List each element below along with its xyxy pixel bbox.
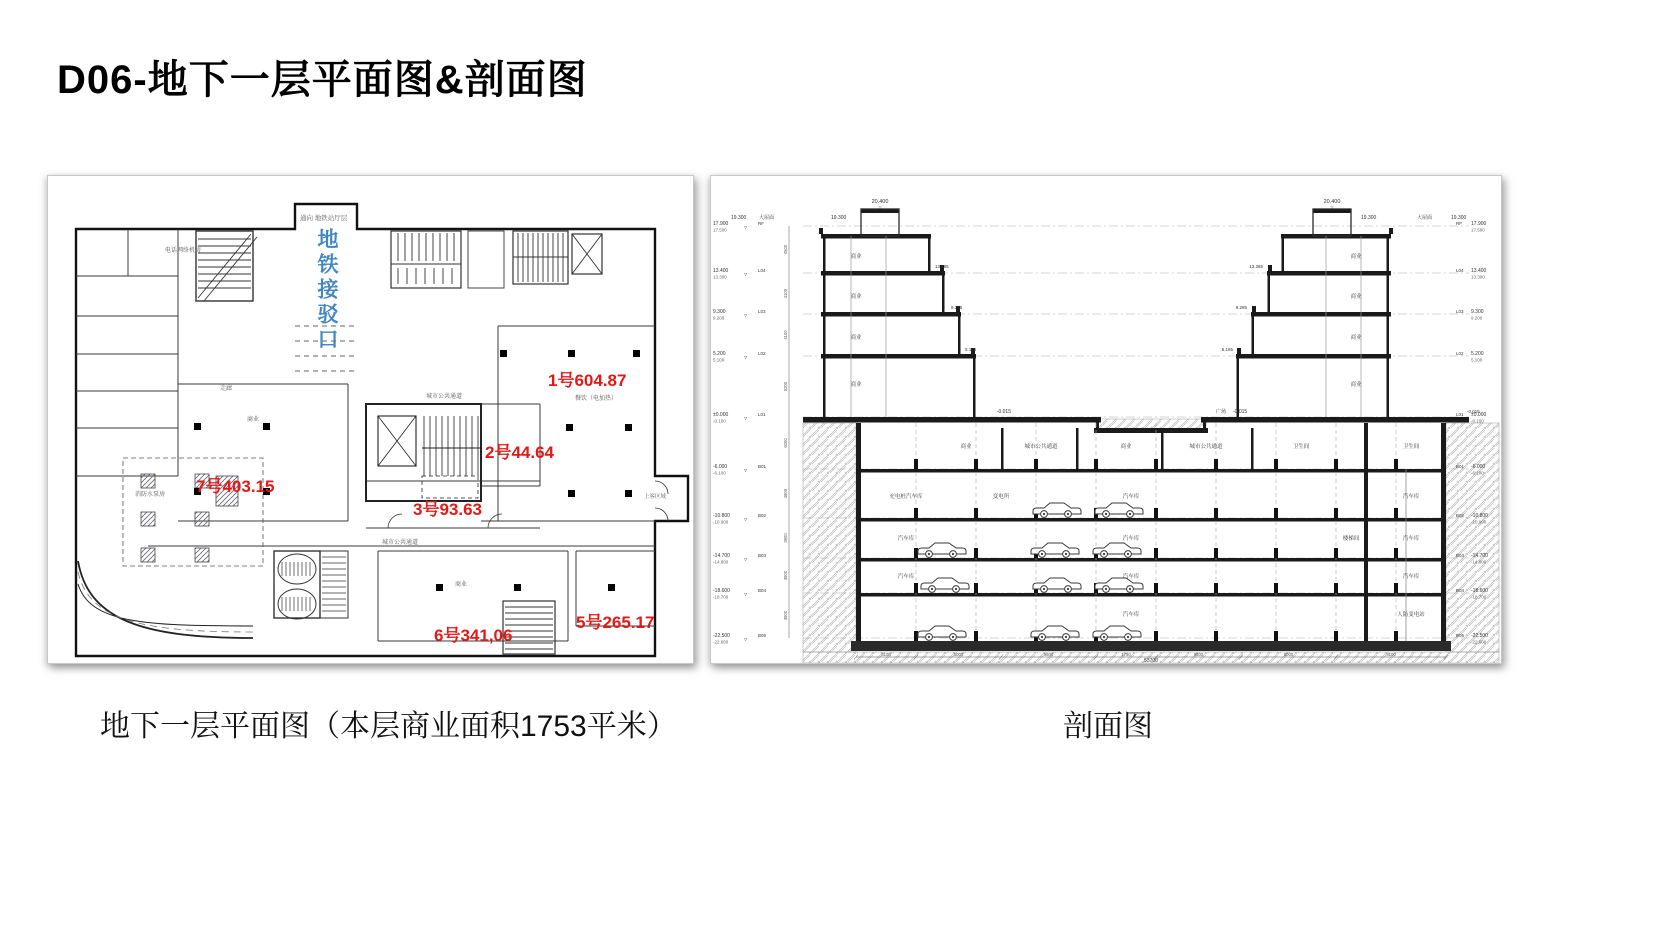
tower-room-1: 商业 xyxy=(850,294,862,300)
area-label-unit-3: 3号93.63 xyxy=(413,500,482,519)
level-sub-right-B03: -14.800 xyxy=(1471,559,1487,565)
level-elev-right-L04: 13.400 xyxy=(1471,268,1487,274)
section-drawing xyxy=(711,176,1501,663)
metro-connection-label: 地铁接驳口 xyxy=(315,228,338,353)
room-label-dining: 餐饮（电加热） xyxy=(574,396,618,402)
tower-room-0: 商业 xyxy=(850,254,862,260)
terrace-elev-3: 5.185 xyxy=(965,347,977,352)
level-flag-left-RF: ▽ xyxy=(744,224,748,230)
side-dim-8: 3900 xyxy=(783,610,788,621)
level-elev-right-L02: 5.200 xyxy=(1471,351,1484,357)
tower-room-2: 商业 xyxy=(850,335,862,341)
flag-left: ▽ xyxy=(878,205,882,210)
room-b4-0: 汽车库 xyxy=(897,574,915,580)
level-sub-right-B01: -6.100 xyxy=(1471,470,1484,476)
plan-room-labels xyxy=(135,246,667,588)
plan-outline xyxy=(76,204,688,656)
room-b4-2: 汽车库 xyxy=(1402,574,1420,580)
room-label-telecom: 电话网络机房 xyxy=(164,248,202,254)
level-elev-left-B05: -22.500 xyxy=(713,633,730,639)
level-flag-left-B02: ▽ xyxy=(744,516,748,522)
bottom-dim-6: 8100 xyxy=(1386,652,1396,657)
level-code-left-L01: L01 xyxy=(758,412,766,417)
roof-label-1: 大屋面 xyxy=(759,215,775,221)
level-code-right-B01: B01 xyxy=(1456,464,1465,469)
level-elev-right-RF: 17.900 xyxy=(1471,221,1487,227)
level-code-left-RF: RF xyxy=(758,221,764,226)
level-sub-right-B05: -22.600 xyxy=(1471,639,1487,645)
bottom-dim-4: 9600 xyxy=(1193,652,1204,657)
parapet-elev-3: 19.300 xyxy=(1361,215,1377,221)
roof-elev-right: 20.400 xyxy=(1323,199,1341,205)
metro-note: 通向 地铁站厅层 xyxy=(300,215,348,222)
level-code-right-B03: B03 xyxy=(1456,553,1465,558)
section-panel xyxy=(710,175,1502,664)
bottom-dim-1: 5000 xyxy=(953,652,964,657)
room-b2-0: 充电桩汽车库 xyxy=(889,494,923,500)
level-code-left-B03: B03 xyxy=(758,553,767,558)
side-dim-1: 4100 xyxy=(783,288,788,299)
terrace-elev-6: 5.185 xyxy=(1221,347,1233,352)
tower-room-4: 商业 xyxy=(1350,254,1362,260)
room-label-retail2: 商业 xyxy=(454,582,468,588)
level-code-right-RF: RF xyxy=(1456,221,1462,226)
side-dim-7: 3900 xyxy=(783,570,788,581)
room-b3-3: 汽车库 xyxy=(1402,536,1420,542)
room-b5-0: 汽车库 xyxy=(1122,612,1140,618)
level-code-right-B05: B05 xyxy=(1456,633,1465,638)
terrace-elev-2: 9.285 xyxy=(951,305,963,310)
level-code-right-B04: B04 xyxy=(1456,588,1465,593)
level-flag-left-L02: ▽ xyxy=(744,354,748,360)
level-elev-right-B01: -6.000 xyxy=(1471,464,1486,470)
plan-equipment-zone xyxy=(123,458,263,566)
area-label-unit-5: 5号265.17 xyxy=(576,613,655,632)
room-label-corridor1: 城市公共通道 xyxy=(425,394,463,400)
level-sub-right-L04: 13.300 xyxy=(1471,274,1485,280)
level-elev-left-B03: -14.700 xyxy=(713,553,730,559)
plaza-elev-right: -0.015 xyxy=(1467,409,1480,414)
level-code-left-B01: B01 xyxy=(758,464,767,469)
room-b1-1: 城市公共通道 xyxy=(1024,444,1058,450)
side-dim-5: 4800 xyxy=(783,488,788,499)
section-caption: 剖面图 xyxy=(1063,710,1153,743)
area-label-unit-7: 7号403.15 xyxy=(196,477,275,496)
level-sub-right-RF: 17.500 xyxy=(1471,227,1485,233)
flag-right: ▽ xyxy=(1330,205,1334,210)
room-b3-0: 汽车库 xyxy=(897,536,915,542)
side-dim-2: 4100 xyxy=(783,330,788,340)
level-code-right-L01: L01 xyxy=(1456,412,1464,417)
terrace-elev-4: 13.385 xyxy=(1249,264,1263,269)
level-sub-right-B02: -10.900 xyxy=(1471,519,1487,525)
terrace-elev-5: 9.285 xyxy=(1235,305,1247,310)
level-sub-left-B03: -14.800 xyxy=(713,559,729,565)
area-label-unit-6: 6号341,06 xyxy=(434,626,513,645)
room-b1-0: 商业 xyxy=(960,444,972,450)
floor-plan-drawing xyxy=(48,176,693,663)
level-elev-right-L03: 9.300 xyxy=(1471,309,1484,315)
parapet-elev-1: 19.300 xyxy=(731,215,747,221)
floor-plan-panel xyxy=(47,175,694,664)
plaza-elev-left: -0.015 xyxy=(996,409,1011,415)
level-elev-left-L02: 5.200 xyxy=(713,351,726,357)
plan-caption: 地下一层平面图（本层商业面积1753平米） xyxy=(100,710,677,743)
level-elev-right-B03: -14.700 xyxy=(1471,553,1488,559)
side-dim-3: 5200 xyxy=(783,381,788,392)
room-b5-1: 人防变电站 xyxy=(1397,612,1425,618)
plaza-elev-center: -0.015 xyxy=(1233,409,1248,415)
level-code-left-L03: L03 xyxy=(758,309,766,314)
level-elev-left-L03: 9.300 xyxy=(713,309,726,315)
level-sub-left-B04: -18.700 xyxy=(713,594,729,600)
level-flag-left-B01: ▽ xyxy=(744,467,748,473)
room-label-hallway: 走廊 xyxy=(219,386,233,392)
room-b1-2: 商业 xyxy=(1120,444,1132,450)
level-sub-left-L04: 13.300 xyxy=(713,274,727,280)
level-elev-left-RF: 17.900 xyxy=(713,221,729,227)
level-elev-right-L01: ±0.000 xyxy=(1471,412,1487,418)
area-label-unit-2: 2号44.64 xyxy=(485,443,554,462)
room-b2-1: 变电所 xyxy=(992,494,1010,500)
room-b4-1: 汽车库 xyxy=(1122,574,1140,580)
level-flag-left-B03: ▽ xyxy=(744,556,748,562)
level-sub-left-L01: -0.100 xyxy=(713,418,726,424)
level-flag-left-B04: ▽ xyxy=(744,591,748,597)
plan-driveway xyxy=(78,561,253,638)
plan-scissor-stairs xyxy=(274,551,348,619)
room-b2-3: 汽车库 xyxy=(1402,494,1420,500)
level-sub-left-L02: 5.100 xyxy=(713,357,725,363)
level-flag-left-L03: ▽ xyxy=(744,312,748,318)
room-label-retail1: 商业 xyxy=(246,417,260,423)
parked-cars xyxy=(918,503,1143,640)
level-sub-left-L03: 9.200 xyxy=(713,315,725,321)
level-flag-left-B05: ▽ xyxy=(744,636,748,642)
parapet-elev-2: 19.300 xyxy=(831,215,847,221)
level-code-left-L02: L02 xyxy=(758,351,766,356)
level-code-right-L03: L03 xyxy=(1456,309,1464,314)
bottom-dim-2: 9600 xyxy=(1043,652,1054,657)
level-sub-right-L02: 5.100 xyxy=(1471,357,1483,363)
page-title: D06-地下一层平面图&剖面图 xyxy=(57,58,588,102)
tower-room-7: 商业 xyxy=(1350,382,1362,388)
level-code-right-L04: L04 xyxy=(1456,268,1464,273)
level-code-left-B04: B04 xyxy=(758,588,767,593)
total-dimension: 53700 xyxy=(1144,658,1158,663)
level-sub-left-B01: -6.100 xyxy=(713,470,726,476)
level-sub-left-B02: -10.900 xyxy=(713,519,729,525)
room-b2-2: 汽车库 xyxy=(1122,494,1140,500)
area-label-unit-1: 1号604.87 xyxy=(548,371,627,390)
bottom-dim-5: 5000 xyxy=(1283,652,1294,657)
bottom-dim-0: 8100 xyxy=(881,652,891,657)
terrace-elev-1: 13.385 xyxy=(935,264,949,269)
level-elev-left-L01: ±0.000 xyxy=(713,412,729,418)
room-b3-1: 汽车库 xyxy=(1122,536,1140,542)
level-code-right-B02: B02 xyxy=(1456,513,1465,518)
parapet-elev-4: 19.300 xyxy=(1451,215,1467,221)
tower-room-5: 商业 xyxy=(1350,294,1362,300)
level-code-right-L02: L02 xyxy=(1456,351,1464,356)
level-sub-right-B04: -18.700 xyxy=(1471,594,1487,600)
side-dim-6: 3900 xyxy=(783,533,788,543)
level-sub-left-RF: 17.500 xyxy=(713,227,727,233)
level-code-left-L04: L04 xyxy=(758,268,766,273)
room-b1-4: 卫生间 xyxy=(1292,444,1310,450)
room-b1-3: 城市公共通道 xyxy=(1189,444,1223,450)
side-dim-0: 4500 xyxy=(783,244,788,255)
side-dim-4: 6000 xyxy=(783,438,788,448)
tower-room-3: 商业 xyxy=(850,382,862,388)
plaza-label: 广场 xyxy=(1216,409,1227,415)
level-flag-left-L04: ▽ xyxy=(744,271,748,277)
level-sub-right-L03: 9.200 xyxy=(1471,315,1483,321)
level-sub-left-B05: -22.600 xyxy=(713,639,729,645)
bottom-dim-3: 1750 xyxy=(1121,652,1131,657)
level-elev-left-B01: -6.000 xyxy=(713,464,728,470)
roof-elev-left: 20.400 xyxy=(871,199,889,205)
room-label-pump: 消防水泵房 xyxy=(134,492,166,498)
level-elev-left-L04: 13.400 xyxy=(713,268,729,274)
tower-room-6: 商业 xyxy=(1350,335,1362,341)
level-elev-right-B05: -22.500 xyxy=(1471,633,1488,639)
level-elev-right-B02: -10.800 xyxy=(1471,513,1488,519)
room-label-corridor2: 城市公共通道 xyxy=(381,540,419,546)
level-elev-right-B04: -18.600 xyxy=(1471,588,1488,594)
level-flag-left-L01: ▽ xyxy=(744,415,748,421)
roof-label-2: 大屋面 xyxy=(1417,215,1433,221)
room-b1-5: 卫生间 xyxy=(1402,444,1420,450)
level-elev-left-B04: -18.600 xyxy=(713,588,730,594)
room-b3-2: 楼梯间 xyxy=(1342,536,1360,542)
level-sub-right-L01: -0.100 xyxy=(1471,418,1484,424)
level-code-left-B05: B05 xyxy=(758,633,767,638)
basement xyxy=(851,423,1451,651)
plan-core xyxy=(366,404,481,501)
room-label-boarding: 上客区域 xyxy=(643,494,667,500)
level-elev-left-B02: -10.800 xyxy=(713,513,730,519)
level-code-left-B02: B02 xyxy=(758,513,767,518)
